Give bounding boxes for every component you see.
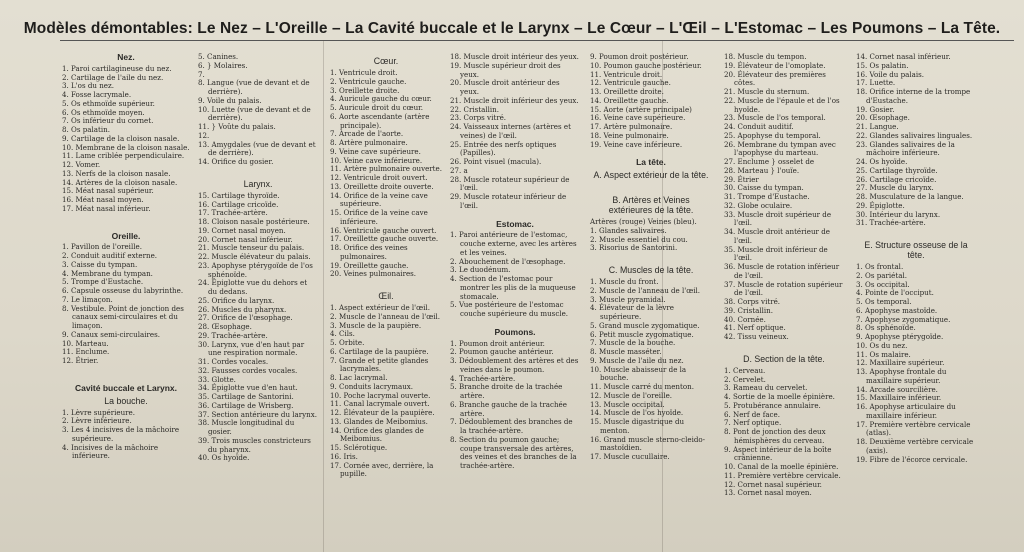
list-item: 10. Veine cave inférieure. — [330, 155, 423, 165]
list-item: 6. Aorte ascendante (artère principale). — [330, 111, 430, 130]
list-item: 25. Cartilage thyroïde. — [856, 165, 938, 175]
list-item: 32. Globe oculaire. — [724, 200, 793, 210]
page-title: Modèles démontables: Le Nez – L'Oreille – La Cavité buccale et le Larynx – Le Cœur – L'Œil – L'Estomac – Les Poumons – La Tête. — [23, 20, 1001, 37]
list-item: 6. Nerf de face. — [724, 409, 780, 419]
list-item: 2. Conduit auditif externe. — [62, 251, 158, 260]
list-item: 30. Larynx, vue d'en haut par une respiration normale. — [198, 339, 305, 358]
list-section-tete-cont — [856, 53, 976, 228]
list-item: 11. Artère pulmonaire ouverte. — [330, 164, 442, 174]
list-item: 6. Petit muscle zygomatique. — [590, 329, 694, 339]
column-2 — [198, 53, 318, 463]
list-item: 8. Artère pulmonaire. — [330, 138, 408, 147]
list-item: 9. Voile du palais. — [198, 95, 262, 105]
list-item: 10. Luette (vue de devant et de derrière). — [198, 104, 311, 123]
column-6 — [724, 53, 844, 498]
section-heading-structure: E. Structure osseuse de la tête. — [864, 240, 968, 260]
list-item: 41. Nerf optique. — [724, 323, 786, 333]
list-item: 21. Muscle tenseur du palais. — [198, 243, 305, 253]
list-bouche — [62, 409, 190, 462]
list-item: 33. Muscle droit supérieur de l'œil. — [724, 209, 832, 228]
list-item: 6. Apophyse mastoïde. — [856, 305, 938, 315]
list-item: 1. Paroi antérieure de l'estomac, couche externe, avec les artères et les veines. — [450, 230, 577, 257]
list-item: 8. Muscle masséter. — [590, 347, 662, 356]
list-item: 14. Cornet nasal inférieur. — [856, 52, 951, 61]
column-3 — [330, 53, 442, 479]
list-oeil-cont — [450, 53, 580, 211]
list-item: 16. Cartilage cricoïde. — [198, 199, 279, 209]
list-item: 4. Cils. — [330, 329, 355, 339]
list-item: 35. Muscle droit inférieur de l'œil. — [724, 244, 828, 263]
list-item: 25. Apophyse du temporal. — [724, 130, 821, 140]
list-item: 13. Cornet nasal moyen. — [724, 488, 812, 498]
list-item: 3. Oreillette droite. — [330, 85, 400, 95]
list-item: 4. Section de l'estomac pour montrer les plis de la muqueuse stomacale. — [450, 274, 576, 301]
list-item: 23. Muscle de l'os temporal. — [724, 113, 826, 123]
list-item: 4. Sortie de la moelle épinière. — [724, 392, 835, 401]
list-item: 15. Orifice de la veine cave inférieure. — [330, 208, 428, 226]
list-item: 12. Élévateur de la paupière. — [330, 408, 435, 417]
list-item: 14. Orifice de la veine cave supérieure. — [330, 190, 428, 209]
list-item: 26. Cartilage cricoïde. — [856, 174, 937, 184]
list-item: 3. Muscle pyramidal. — [590, 294, 666, 304]
list-item: 1. Pavillon de l'oreille. — [62, 242, 142, 252]
list-item: 15. Muscle digastrique du menton. — [590, 417, 685, 435]
list-item: 3. Caisse du tympan. — [62, 259, 138, 269]
list-item: 7. Os inférieur du cornet. — [62, 116, 154, 126]
list-item: 3. Les 4 incisives de la mâchoire supérieure. — [62, 425, 180, 443]
list-item: 11. Muscle carré du menton. — [590, 382, 694, 391]
list-item: 12. Maxillaire supérieur. — [856, 358, 945, 368]
section-heading-oeil: Œil. — [378, 291, 394, 301]
list-item: 4. Auricule gauche du cœur. — [330, 94, 432, 104]
list-item: 20. Cornet nasal inférieur. — [198, 234, 293, 244]
list-item: 11. Canal lacrymale ouvert. — [330, 399, 430, 409]
list-item: 16. Veine cave supérieure. — [590, 113, 686, 123]
list-item: 17. Muscle cucullaire. — [590, 452, 670, 461]
list-item: 24. Conduit auditif. — [724, 122, 794, 131]
list-item: 39. Trois muscles constricteurs du pharynx. — [198, 435, 311, 454]
list-item: 11. } Voûte du palais. — [198, 122, 276, 131]
list-item: 39. Cristallin. — [724, 305, 773, 315]
list-item: 8. Langue (vue de devant et de derrière). — [198, 78, 310, 96]
list-item: 14. Artères de la cloison nasale. — [62, 177, 178, 187]
list-item: 9. Apophyse ptérygoïde. — [856, 332, 944, 341]
list-item: 7. Apophyse zygomatique. — [856, 314, 951, 324]
section-heading-muscles: C. Muscles de la tête. — [608, 265, 694, 275]
list-item: 20. Veines pulmonaires. — [330, 269, 417, 279]
list-item: 12. — [198, 130, 210, 140]
list-item: 23. Corps vitré. — [450, 113, 507, 123]
list-item: 16. Ventricule gauche ouvert. — [330, 225, 437, 235]
list-item: 18. Cloison nasale postérieure. — [198, 217, 310, 226]
list-item: 1. Poumon droit antérieur. — [450, 338, 545, 348]
list-item: 12. Muscle de l'oreille. — [590, 390, 673, 400]
list-item: 3. Os occipital. — [856, 279, 910, 289]
list-item: 4. Trachée-artère. — [450, 373, 516, 383]
list-item: 22. Cristallin. — [450, 104, 499, 114]
column-5 — [590, 53, 712, 462]
list-item: 7. Nerf optique. — [724, 418, 782, 428]
section-heading-section-tete: D. Section de la tête. — [743, 353, 825, 364]
list-item: 19. Fibre de l'écorce cervicale. — [856, 454, 968, 464]
list-item: 9. Cartilage de la cloison nasale. — [62, 133, 180, 143]
list-item: 2. Muscle essentiel du cou. — [590, 234, 688, 244]
list-item: 11. Enclume. — [62, 347, 110, 357]
list-item: 2. Cartilage de l'aile du nez. — [62, 72, 164, 82]
list-item: 7. Arcade de l'aorte. — [330, 129, 404, 139]
list-item: 2. Cervelet. — [724, 374, 766, 384]
list-item: 12. Cornet nasal supérieur. — [724, 479, 822, 489]
list-item: 2. Muscle de l'anneau de l'œil. — [330, 311, 441, 321]
fold-line — [323, 40, 324, 552]
list-item: 6. Os ethmoïde moyen. — [62, 107, 145, 117]
list-muscles — [590, 278, 712, 462]
list-structure — [856, 263, 976, 464]
list-item: 22. Muscle de l'épaule et de l'os hyoïde. — [724, 95, 840, 114]
list-item: 9. Aspect intérieur de la boîte crânienne. — [724, 444, 832, 463]
list-item: 14. Orifice des glandes de Meibomius. — [330, 425, 424, 444]
list-item: 27. a — [450, 165, 468, 175]
list-item: 1. Ventricule droit. — [330, 68, 398, 77]
list-item: 4. Pointe de l'occiput. — [856, 288, 934, 298]
list-item: 8. Vestibule. Point de jonction des canaux semi-circulaires et du limaçon. — [62, 303, 184, 330]
list-item: 20. Élévateur des premières côtes. — [724, 69, 826, 88]
list-item: 16. Iris. — [330, 451, 358, 461]
list-item: 38. Muscle longitudinal du gosier. — [198, 418, 295, 436]
list-item: 25. Entrée des nerfs optiques (Papilles). — [450, 139, 557, 158]
list-section-tete — [724, 367, 844, 498]
list-item: 9. Canaux semi-circulaires. — [62, 329, 160, 339]
list-item: 42. Tissu veineux. — [724, 332, 789, 341]
arteres-note: Artères (rouge) Veines (bleu). — [590, 217, 697, 226]
list-item: 12. Étrier. — [62, 356, 99, 365]
list-item: 14. Arcade sourcilière. — [856, 384, 938, 394]
list-item: 5. Os temporal. — [856, 297, 912, 306]
list-item: 10. Marteau. — [62, 338, 109, 348]
list-item: 5. Orbite. — [330, 338, 365, 347]
list-item: 6. Branche gauche de la trachée artère. — [450, 399, 567, 418]
list-oreille — [62, 243, 190, 366]
list-item: 2. Poumon gauche antérieur. — [450, 347, 554, 357]
list-poumons-cont — [590, 53, 712, 149]
list-item: 23. Glandes salivaires de la mâchoire inférieure. — [856, 139, 955, 158]
list-item: 35. Cartilage de Santorini. — [198, 392, 294, 401]
list-item: 24. Vaisseaux internes (artères et veines) de l'œil. — [450, 122, 571, 140]
list-item: 30. Intérieur du larynx. — [856, 209, 941, 219]
list-item: 8. Lac lacrymal. — [330, 373, 388, 382]
list-item: 16. Apophyse articulaire du maxillaire inférieur. — [856, 402, 956, 420]
list-item: 10. Poumon gauche postérieur. — [590, 60, 702, 70]
section-heading-tete: La tête. — [636, 157, 666, 168]
list-item: 23. Apophyse ptérygoïde de l'os sphénoïde. — [198, 260, 313, 279]
list-item: 7. Muscle de la bouche. — [590, 338, 676, 348]
list-item: 38. Corps vitré. — [724, 297, 781, 306]
list-item: 14. Muscle de l'os hyoïde. — [590, 408, 684, 418]
list-item: 28. Muscle rotateur supérieur de l'œil. — [450, 174, 570, 193]
list-item: 9. Muscle de l'aile du nez. — [590, 355, 684, 365]
list-item: 13. Amygdales (vue de devant et de derrière). — [198, 139, 316, 158]
list-item: 17. Oreillette gauche ouverte. — [330, 234, 439, 244]
list-item: 3. Muscle de la paupière. — [330, 320, 422, 330]
list-item: 31. Trompe d'Eustache. — [724, 192, 810, 201]
list-item: 21. Langue. — [856, 122, 899, 131]
list-item: 21. Muscle droit inférieur des yeux. — [450, 95, 579, 105]
list-item: 24. Os hyoïde. — [856, 157, 908, 166]
section-heading-cavite: Cavité buccale et Larynx. — [74, 382, 178, 393]
list-item: 17. Cornée avec, derrière, la pupille. — [330, 460, 434, 479]
list-item: 5. Vue postérieure de l'estomac couche supérieure du muscle. — [450, 300, 569, 318]
list-item: 18. Orifice des veines pulmonaires. — [330, 243, 408, 261]
list-item: 18. Muscle du tempon. — [724, 52, 807, 61]
list-item: 2. Abouchement de l'œsophage. — [450, 256, 566, 266]
list-item: 18. Deuxième vertèbre cervicale (axis). — [856, 437, 974, 455]
list-item: 37. Section antérieure du larynx. — [198, 409, 317, 419]
list-item: 17. Première vertèbre cervicale (atlas). — [856, 419, 971, 438]
list-item: 26. Membrane du tympan avec l'apophyse du marteau. — [724, 139, 836, 158]
list-item: 13. Oreillette droite. — [590, 87, 664, 96]
list-item: 28. Œsophage. — [198, 322, 252, 331]
list-item: 9. Veine cave supérieure. — [330, 146, 421, 156]
list-item: 16. Voile du palais. — [856, 69, 925, 79]
column-7 — [856, 53, 976, 464]
list-item: 27. Enclume } osselet de — [724, 157, 815, 166]
list-item: 19. Gosier. — [856, 104, 895, 114]
list-item: 8. Section du poumon gauche; coupe transversale des artères, des veines et des branches de la trachée-artère. — [450, 434, 577, 470]
list-muscles-cont — [724, 53, 844, 342]
list-item: 6. } Molaires. — [198, 60, 248, 70]
list-item: 10. Canal de la moelle épinière. — [724, 462, 839, 471]
list-item: 13. Nerfs de la cloison nasale. — [62, 168, 171, 178]
list-item: 1. Os frontal. — [856, 262, 904, 271]
list-item: 3. Risorius de Santorini. — [590, 243, 678, 253]
list-item: 3. Le duodénum. — [450, 265, 511, 275]
list-item: 7. Grande et petite glandes lacrymales. — [330, 355, 429, 374]
list-item: 2. Lèvre inférieure. — [62, 416, 132, 426]
list-item: 36. Cartilage de Wrisberg. — [198, 400, 294, 410]
list-item: 18. Veine pulmonaire. — [590, 130, 669, 140]
list-item: 2. Os pariétal. — [856, 270, 907, 280]
list-item: 37. Muscle de rotation supérieur de l'œil. — [724, 279, 843, 298]
list-item: 5. Canines. — [198, 52, 239, 61]
list-item: 8. Os palatin. — [62, 125, 110, 134]
list-item: 19. Muscle supérieur droit des yeux. — [450, 60, 561, 79]
list-item: 34. Épiglotte vue d'en haut. — [198, 383, 298, 393]
list-item: 9. Poumon droit postérieur. — [590, 52, 689, 61]
list-item: 7. Le limaçon. — [62, 294, 113, 304]
list-item: 13. Muscle occipital. — [590, 399, 665, 409]
list-item: 15. Cartilage thyroïde. — [198, 190, 280, 200]
list-item: 8. Os sphénoïde. — [856, 323, 916, 333]
list-item: 6. Capsule osseuse du labyrinthe. — [62, 286, 184, 295]
list-item: 14. Oreillette gauche. — [590, 95, 669, 105]
list-item: 22. Glandes salivaires linguales. — [856, 130, 973, 140]
list-item: 19. Cornet nasal moyen. — [198, 225, 286, 235]
list-item: 31. Trachée-artère. — [856, 218, 926, 228]
section-heading-arteres: B. Artères et Veines extérieures de la tête. — [608, 195, 694, 215]
section-heading-estomac: Estomac. — [496, 218, 534, 229]
list-item: 15. Aorte (artère principale) — [590, 104, 692, 114]
list-item: 22. Muscle élévateur du palais. — [198, 252, 311, 261]
list-item: 19. Oreillette gauche. — [330, 260, 409, 270]
list-item: 12. Vomer. — [62, 160, 101, 169]
list-item: 3. Dédoublement des artères et des veines dans le poumon. — [450, 356, 579, 374]
list-item: 32. Fausses cordes vocales. — [198, 365, 298, 375]
list-bouche-cont — [198, 53, 318, 167]
list-oeil — [330, 304, 442, 479]
list-item: 10. Os du nez. — [856, 340, 908, 350]
list-item: 26. Point visuel (macula). — [450, 157, 542, 166]
section-heading-oreille: Oreille. — [111, 230, 141, 241]
list-item: 29. Trachée-artère. — [198, 330, 268, 340]
list-item: 36. Muscle de rotation inférieur de l'œil. — [724, 262, 840, 280]
list-item: 17. Méat nasal inférieur. — [62, 203, 151, 213]
list-item: 5. Protubérance annulaire. — [724, 400, 821, 410]
list-item: 16. Méat nasal moyen. — [62, 195, 144, 204]
list-item: 15. Os palatin. — [856, 60, 909, 70]
list-item: 29. Épiglotte. — [856, 200, 905, 210]
column-4 — [450, 53, 580, 471]
list-item: 17. Luette. — [856, 78, 896, 88]
list-item: 15. Méat nasal supérieur. — [62, 186, 154, 196]
title-rule — [60, 40, 1014, 41]
list-item: 29. Étrier — [724, 174, 759, 184]
list-item: 5. Trompe d'Eustache. — [62, 277, 144, 287]
list-item: 8. Pont de jonction des deux hémisphères du cerveau. — [724, 427, 826, 445]
column-1 — [62, 53, 190, 461]
list-item: 34. Muscle droit antérieur de l'œil. — [724, 227, 830, 245]
list-item: 5. Grand muscle zygomatique. — [590, 320, 700, 330]
list-item: 17. Artère pulmonaire. — [590, 122, 673, 131]
list-item: 19. Veine cave inférieure. — [590, 139, 683, 149]
list-item: 30. Caisse du tympan. — [724, 183, 804, 193]
list-item: 3. Rameau du cervelet. — [724, 383, 808, 393]
list-item: 1. Glandes salivaires. — [590, 225, 667, 235]
list-item: 1. Cerveau. — [724, 365, 766, 375]
list-item: 11. Ventricule droit. — [590, 69, 663, 79]
list-item: 18. Orifice interne de la trompe d'Eustache. — [856, 87, 971, 105]
list-item: 25. Orifice du larynx. — [198, 295, 275, 305]
list-item: 4. Fosse lacrymale. — [62, 90, 132, 99]
list-item: 26. Muscles du pharynx. — [198, 304, 287, 314]
list-item: 6. Cartilage de la paupière. — [330, 346, 429, 356]
list-item: 10. Poche lacrymal ouverte. — [330, 390, 431, 400]
list-item: 24. Épiglotte vue du dehors et du dedans. — [198, 278, 308, 296]
list-item: 3. L'os du nez. — [62, 81, 114, 91]
list-item: 17. Trachée-artère. — [198, 208, 268, 218]
list-larynx — [198, 192, 318, 463]
section-heading-coeur: Cœur. — [373, 56, 399, 66]
list-item: 21. Muscle du sternum. — [724, 87, 810, 96]
list-estomac — [450, 231, 580, 319]
list-item: 1. Muscle du front. — [590, 277, 659, 286]
list-item: 11. Première vertèbre cervicale. — [724, 470, 841, 480]
list-item: 40. Os hyoïde. — [198, 453, 250, 463]
list-item: 19. Élévateur de l'omoplate. — [724, 60, 826, 70]
list-item: 13. Glandes de Meibomius. — [330, 416, 428, 426]
list-item: 5. Auricule droit du cœur. — [330, 103, 424, 112]
list-item: 7. — [198, 69, 205, 79]
list-poumons — [450, 340, 580, 471]
list-item: 9. Conduits lacrymaux. — [330, 381, 414, 391]
list-arteres — [590, 227, 712, 253]
list-item: 10. Membrane de la cloison nasale. — [62, 142, 190, 152]
section-heading-nez: Nez. — [117, 52, 135, 62]
list-item: 33. Glotte. — [198, 374, 236, 384]
list-item: 1. Aspect extérieur de l'œil. — [330, 303, 430, 312]
list-item: 11. Os malaire. — [856, 349, 911, 359]
list-item: 15. Maxillaire inférieur. — [856, 393, 942, 403]
list-item: 28. Marteau } l'ouïe. — [724, 165, 800, 175]
list-item: 13. Oreillette droite ouverte. — [330, 181, 434, 191]
list-item: 20. Muscle droit antérieur des yeux. — [450, 78, 560, 96]
list-item: 4. Incisives de la mâchoire inférieure. — [62, 442, 159, 461]
list-item: 10. Muscle abaisseur de la bouche. — [590, 364, 687, 383]
list-item: 2. Muscle de l'anneau de l'œil. — [590, 285, 701, 295]
list-item: 4. Élévateur de la lèvre supérieure. — [590, 303, 674, 321]
list-item: 15. Sclérotique. — [330, 443, 388, 452]
list-item: 11. Lame criblée perpendiculaire. — [62, 151, 185, 161]
list-item: 28. Musculature de la langue. — [856, 192, 964, 201]
list-item: 5. Branche droite de la trachée artère. — [450, 382, 563, 400]
list-coeur — [330, 69, 442, 279]
section-heading-aspect: A. Aspect extérieur de la tête. — [593, 170, 709, 180]
subheading-bouche: La bouche. — [104, 395, 148, 406]
list-item: 40. Cornée. — [724, 314, 766, 324]
list-item: 31. Cordes vocales. — [198, 357, 269, 366]
list-nez — [62, 65, 190, 214]
list-item: 1. Lèvre supérieure. — [62, 407, 136, 417]
list-item: 16. Grand muscle sterno-cleido-mastoïdien. — [590, 434, 706, 453]
list-item: 14. Orifice du gosier. — [198, 157, 274, 166]
list-item: 20. Œsophage. — [856, 113, 910, 123]
section-heading-larynx: Larynx. — [243, 178, 273, 189]
list-item: 7. Dédoublement des branches de la trachée-artère. — [450, 417, 573, 435]
section-heading-poumons: Poumons. — [494, 326, 536, 337]
list-item: 13. Apophyse frontale du maxillaire supérieur. — [856, 367, 947, 385]
list-item: 5. Os ethmoïde supérieur. — [62, 98, 155, 108]
list-item: 27. Orifice de l'œsophage. — [198, 313, 293, 323]
list-item: 1. Paroi cartilagineuse du nez. — [62, 63, 172, 73]
list-item: 12. Ventricule droit ouvert. — [330, 173, 428, 182]
list-item: 29. Muscle rotateur inférieur de l'œil. — [450, 192, 567, 210]
list-item: 4. Membrane du tympan. — [62, 268, 153, 278]
list-item: 2. Ventricule gauche. — [330, 76, 407, 86]
list-item: 18. Muscle droit intérieur des yeux. — [450, 52, 579, 61]
list-item: 12. Ventricule gauche. — [590, 78, 671, 88]
list-item: 27. Muscle du larynx. — [856, 183, 934, 193]
